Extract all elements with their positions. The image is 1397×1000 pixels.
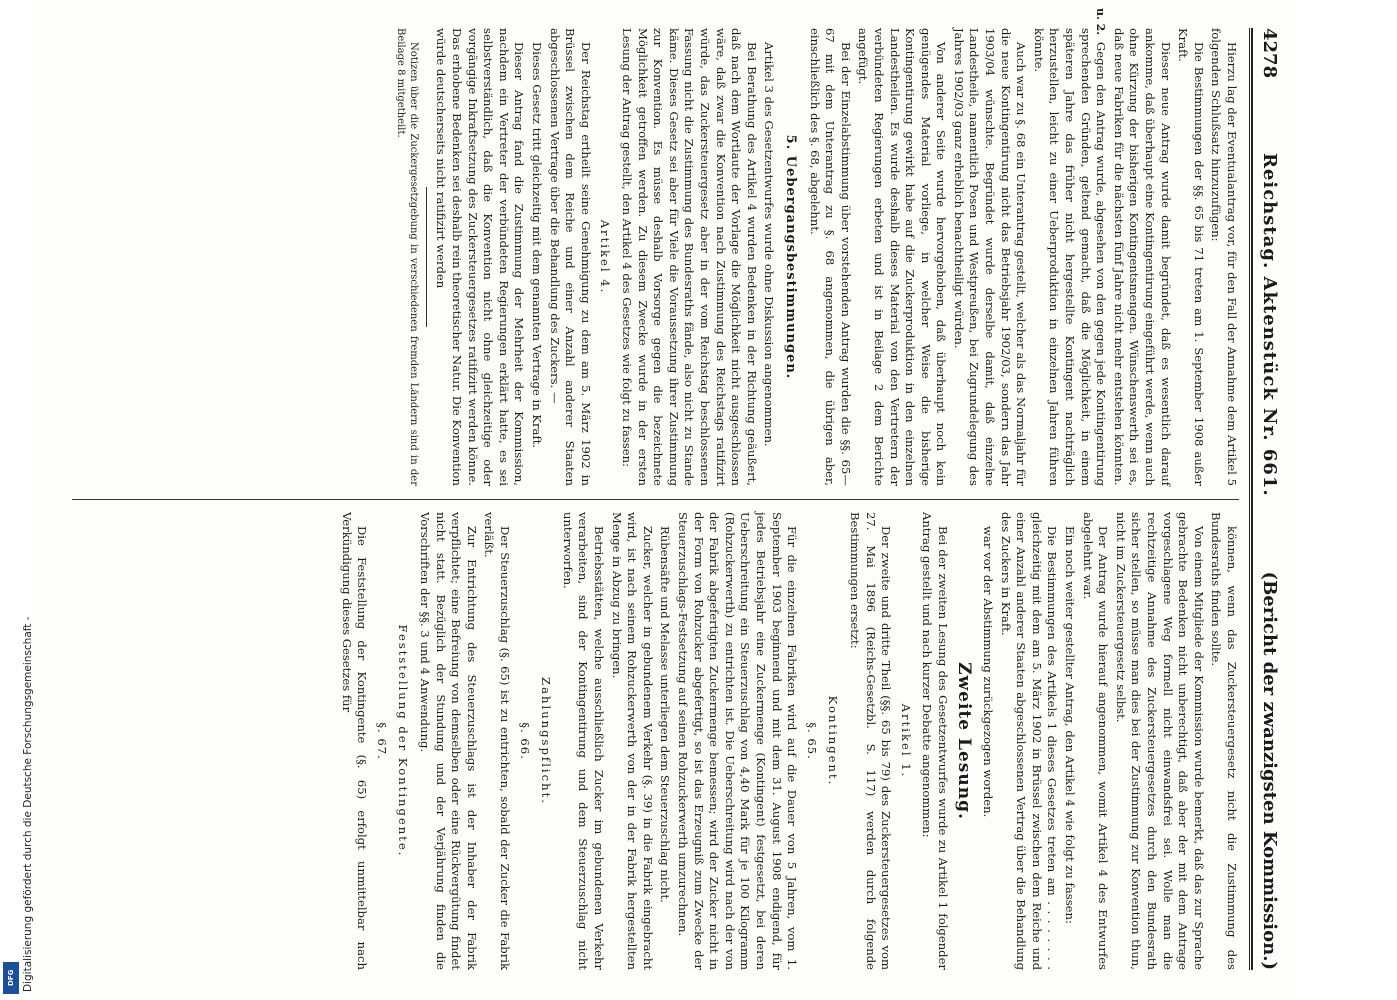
section-number: §. 66. (517, 722, 532, 760)
quoted-paragraph: Der Reichstag ertheilt seine Genehmigung zu dem am 5. März 1902 in Brüssel zwischen dem Reiche und einer Anzahl anderer Staaten abgeschlossenen Vertrage über die Behandlung des Zuckers. — (547, 28, 593, 486)
section-number: §. 65. (804, 722, 819, 760)
paragraph: Von anderer Seite wurde hervorgehoben, daß überhaupt noch kein genügendes Material vorliege, in welcher Weise die bisherige Kontingentirung gewirkt habe auf die Zuckerproduktion in den einzelnen Landestheilen. Es wurde deshalb dieses Material von den Vertretern der verbündeten Regierungen erbeten und ist in Beilage 2 dem Berichte angefügt. (856, 28, 949, 486)
paragraph: Bei Berathung des Artikel 4 wurden Bedenken in der Richtung geäußert, daß nach dem Wortlaute der Vorlage die Möglichkeit nicht ausgeschlossen wäre, daß zwar die Konvention nach Zustimmung des Reichstags ratifizirt würde, das Zuckersteuergesetz aber in der vom Reichstag beschlossenen Fassung nicht die Zustimmung des Bundesraths fände, also nicht zu Stande käme. Dieses Gesetz sei aber für Viele die Voraussetzung ihrer Zustimmung zur Konvention. Es müsse deshalb Vorsorge gegen die bezeichnete Möglichkeit getroffen werden. Zu diesem Zwecke wurde in der ersten Lesung der Antrag gestellt, den Artikel 4 des Gesetzes wie folgt zu fassen: (620, 28, 759, 486)
paragraph: Rübensäfte und Melasse unterliegen dem Steuerzuschlag nicht. (658, 526, 673, 903)
second-reading-heading: Zweite Lesung. (954, 662, 975, 820)
header-rule (1249, 28, 1250, 970)
paragraph: Bei der zweiten Lesung des Gesetzentwurfes wurde zu Artikel 1 folgender Antrag gestellt und nach kurzer Debatte angenommen: (920, 512, 950, 970)
paragraph: Der Steuerzuschlag (§. 65) ist zu entrichten, sobald der Zucker die Fabrik verläßt. (482, 512, 513, 970)
quoted-paragraph: Dieses Gesetz tritt gleichzeitig mit dem genannten Vertrage in Kraft. (530, 42, 545, 449)
paragraph: war vor der Abstimmung zurückgezogen worden. (981, 526, 996, 818)
paragraph: können, wenn das Zuckersteuergesetz nicht die Zustimmung des Bundesraths finden sollte. (1209, 512, 1239, 970)
paragraph: Die Bestimmungen der §§. 65 bis 71 treten am 1. September 1908 außer Kraft. (1176, 28, 1206, 486)
paragraph: Auch war zu §. 68 ein Unterantrag gestellt, welcher als das Normaljahr für die neue Kontingentirung nicht das Betriebsjahr 1902/03, sondern das Jahr 1903/04 wünschte. Begründet wurde derselbe damit, daß einzelne Landestheile, namentlich Posen und Westpreußen, bei Zugrundelegung des Jahres 1902/03 ganz erheblich benachtheiligt würden. (951, 28, 1029, 486)
quoted-paragraph: Die Bestimmungen des Artikels 1 dieses Gesetzes treten am . . . . . . . . gleichzeitig mit dem am 5. März 1902 in Brüssel zwischen dem Reiche und einer Anzahl anderer Staaten abgeschlossenen Vertrag über die Behandlung des Zuckers in Kraft. (998, 512, 1060, 970)
footnote-text: Notizen über die Zuckergesetzgebung in verschiedenen fremden Ländern sind in der Beilage 8 mitgetheilt. (394, 28, 419, 486)
section-heading: 5. Uebergangsbestimmungen. (782, 134, 798, 380)
paragraph: Hierzu lag der Eventualantrag vor, für den Fall der Annahme dem Artikel 5 folgenden Schlußsatz hinzuzufügen: (1209, 28, 1239, 486)
paragraph: Der zweite und dritte Theil (§§. 65 bis 79) des Zuckersteuergesetzes vom 27. Mai 1896 (Reichs-Gesetzbl. S. 117) werden durch folgende Bestimmungen ersetzt: (847, 512, 894, 970)
column-divider (72, 499, 1239, 500)
digitization-note: Digitalisierung gefördert durch die Deutsche Forschungsgemeinschaft - (22, 616, 34, 992)
page-number: 4278 (1259, 28, 1281, 79)
paragraph: Zucker, welcher in gebundenem Verkehr (§. 39) in die Fabrik eingebracht wird, ist nach seinem Rohzuckerwerth von der in der Fabrik hergestellten Menge in Abzug zu bringen. (609, 512, 655, 970)
paragraph: Gegen den Antrag wurde, abgesehen von den gegen jede Kontingentirung sprechenden Gründen, geltend gemacht, daß die Möglichkeit, in einem späteren Jahre das früher nicht hergestellte Kontingent nachträglich herzustellen, leicht zu einer Ueberproduktion in einzelnen Jahren führen könnte. (1031, 28, 1109, 486)
paragraph: Dieser neue Antrag wurde damit begründet, daß es wesentlich darauf ankomme, daß überhaupt eine Kontingentirung eingeführt werde, wenn auch ohne Kürzung der bisherigen Kontingentsmengen. Wünschenswerth sei es, daß neue Fabriken für die nächsten fünf Jahre nicht mehr entstehen könnten. (1111, 28, 1173, 486)
paragraph: Bei der Einzelabstimmung über vorstehenden Antrag wurden die §§. 65—67 mit dem Unterantrag zu §. 68 angenommen, die übrigen aber, einschließlich des §. 68, abgelehnt. (807, 28, 853, 486)
scanned-page (32, 0, 1297, 1000)
article-heading: Artikel 4. (598, 219, 613, 295)
left-column (72, 28, 1239, 486)
feststellung-heading: Feststellung der Kontingente. (396, 624, 411, 858)
paragraph: Betriebsstätten, welche ausschließlich Zucker im gebundenen Verkehr verarbeiten, sind der Kontingentirung und dem Steuerzuschlag nicht unterworfen. (560, 512, 607, 970)
kontingent-heading: Kontingent. (826, 695, 841, 787)
footnote-rule (426, 187, 427, 327)
page-subtitle: (Bericht der zwanzigsten Kommission.) (1259, 571, 1281, 970)
margin-note: u. 2. (1094, 8, 1107, 36)
paragraph: Die Feststellung der Kontingente (§. 65) erfolgt unmittelbar nach Verkündigung dieses Gesetzes für (339, 512, 370, 970)
page-header (1251, 28, 1287, 970)
zahlung-heading: Zahlungspflicht. (539, 677, 554, 805)
paragraph: Artikel 3 des Gesetzentwurfes wurde ohne Diskussion angenommen. (762, 42, 777, 447)
page-title: Reichstag. Aktenstück Nr. 661. (1259, 152, 1281, 497)
section-number: §. 67. (374, 722, 389, 760)
paragraph: Für die einzelnen Fabriken wird auf die Dauer von 5 Jahren, vom 1. September 1903 beginnend und mit dem 31. August 1908 endigend, für jedes Betriebsjahr eine Zuckermenge (Kontingent) festgesetzt, bei deren Ueberschreitung ein Steuerzuschlag von 4,40 Mark für je 100 Kilogramm (Rohzuckerwerth) zu entrichten ist. Die Ueberschreitung wird nach der von der Fabrik abgefertigten Zuckermenge bemessen; wird der Zucker nicht in der Form von Rohzucker abgefertigt, so ist das Erzeugniß zum Zwecke der Steuerzuschlags-Festsetzung auf seinen Rohzuckerwerth umzurechnen. (676, 512, 800, 970)
article-heading: Artikel 1. (898, 703, 913, 779)
footnote (394, 28, 420, 486)
paragraph: Der Antrag wurde hierauf angenommen, womit Artikel 4 des Entwurfes abgelehnt war. (1080, 512, 1111, 970)
paragraph: Ein noch weiter gestellter Antrag, den Artikel 4 wie folgt zu fassen: (1063, 526, 1078, 924)
right-column (72, 512, 1239, 970)
paragraph: Von einem Mitgliede der Kommission wurde bemerkt, daß das zur Sprache gebrachte Bedenken nicht unberechtigt, daß aber der mit dem Antrage vorgeschlagene Weg formell nicht einwandsfrei sei. Wolle man die rechtzeitige Annahme des Zuckersteuergesetzes durch den Bundesrath sicher stellen, so müsse man dies bei der Zustimmung zur Konvention thun, nicht im Zuckersteuergesetz selbst. (1113, 512, 1206, 970)
paragraph: Dieser Antrag fand die Zustimmung der Mehrheit der Kommission, nachdem ein Vertreter der verbündeten Regierungen erklärt hatte, es sei selbstverständlich, daß die Konvention nicht ohne gleichzeitige oder vorgängige Inkraftsetzung des Zuckersteuergesetzes ratifizirt werden könne. Das erhobene Bedenken sei deshalb rein theoretischer Natur. Die Konvention würde deutscherseits nicht ratifizirt werden (434, 28, 527, 486)
dfg-logo-icon: DFG (3, 962, 19, 994)
digitization-footer (2, 582, 32, 1000)
paragraph: Zur Entrichtung des Steuerzuschlags ist der Inhaber der Fabrik verpflichtet; eine Befreiung von demselben oder eine Rückvergütung findet nicht statt. Bezüglich der Stundung und der Verjährung finden die Vorschriften der §§. 3 und 4 Anwendung. (418, 512, 479, 970)
